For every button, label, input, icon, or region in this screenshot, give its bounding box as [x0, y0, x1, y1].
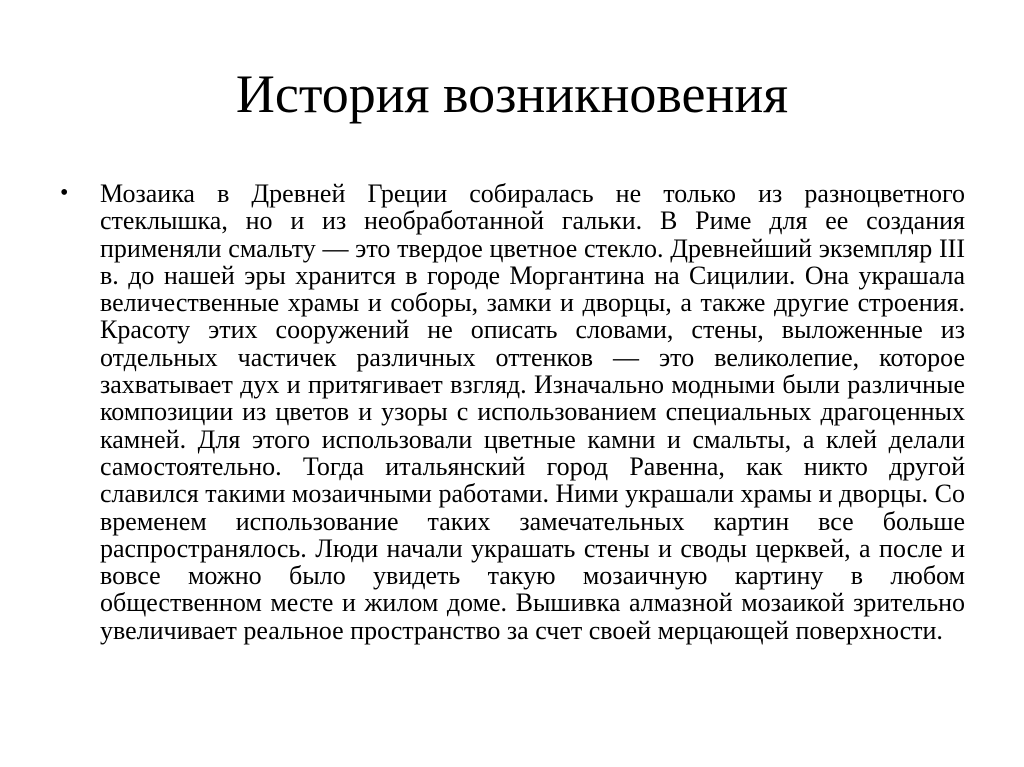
bullet-text: Мозаика в Древней Греции собиралась не только из разноцветного стеклышка, но и из необработанной гальки. В Риме для ее создания применяли смальту — это твердое цветное стекло. Древнейший экземпляр III в. до нашей эры хранится в городе Моргантина на Сицилии. Она украшала величественные храмы и соборы, замки и дворцы, а также другие строения. Красоту этих сооружений не описать словами, стены, выложенные из отдельных частичек различных оттенков — это великолепие, которое захватывает дух и притягивает взгляд. Изначально модными были различные композиции из цветов и узоры с использованием специальных драгоценных камней. Для этого использовали цветные камни и смальты, а клей делали самостоятельно. Тогда итальянский город Равенна, как никто другой славился такими мозаичными работами. Ними украшали храмы и дворцы. Со временем использование таких замечательных картин все больше распространялось. Люди начали украшать стены и своды церквей, а после и вовсе можно было увидеть такую мозаичную картину в любом общественном месте и жилом доме. Вышивка алмазной мозаикой зрительно увеличивает реальное пространство за счет своей мерцающей поверхности.	[100, 179, 965, 645]
slide-title: История возникновения	[235, 64, 789, 124]
bullet-marker: •	[60, 180, 69, 206]
